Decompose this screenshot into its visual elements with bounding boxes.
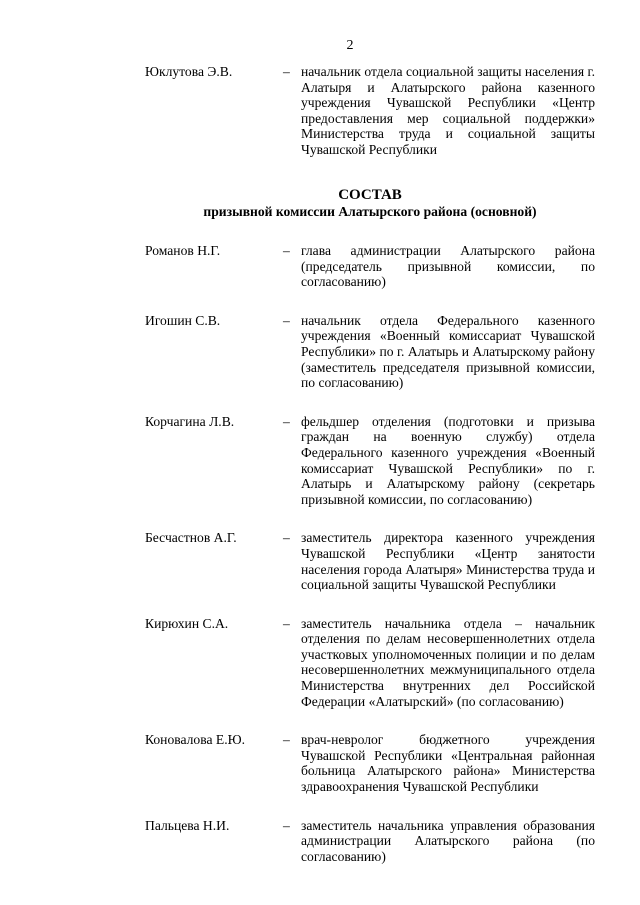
dash: –: [283, 615, 290, 631]
member-description: заместитель начальника управления образования администрации Алатырского района (по согласованию): [301, 817, 595, 864]
commission-entry: [145, 530, 595, 592]
member-description: начальник отдела Федерального казенного учреждения «Военный комиссариат Чувашской Республики» по г. Алатырь и Алатырскому району (заместитель председателя призывной комиссии, по согласованию): [301, 312, 595, 391]
members-list: [145, 243, 595, 864]
page-number: 2: [346, 38, 354, 53]
member-description: заместитель директора казенного учреждения Чувашской Республики «Центр занятости населения города Алатыря» Министерства труда и социальной защиты Чувашской Республики: [301, 530, 595, 593]
dash: –: [283, 732, 290, 748]
heading-title: СОСТАВ: [338, 187, 402, 203]
commission-entry: [145, 313, 595, 391]
heading-subtitle: призывной комиссии Алатырского района (основной): [203, 204, 537, 219]
commission-entry: [145, 616, 595, 710]
commission-entry: [145, 818, 595, 865]
member-name: Кирюхин С.А.: [145, 615, 229, 631]
dash: –: [283, 64, 290, 79]
member-name: Юклутова Э.В.: [145, 64, 233, 79]
dash: –: [283, 530, 290, 546]
member-description: фельдшер отделения (подготовки и призыва граждан на военную службу) отдела Федерального казенного учреждения «Военный комиссариат Чувашской Республики» по г. Алатырь и Алатырскому району (секретарь призывной комиссии, по согласованию): [301, 413, 595, 507]
dash: –: [283, 413, 290, 429]
member-name: Коновалова Е.Ю.: [145, 732, 245, 748]
commission-entry: [145, 414, 595, 508]
member-name: Бесчастнов А.Г.: [145, 530, 237, 546]
member-description: глава администрации Алатырского района (председатель призывной комиссии, по согласованию): [301, 243, 595, 290]
commission-entry: [145, 243, 595, 290]
top-entries: [145, 64, 595, 158]
commission-entry: [145, 732, 595, 794]
dash: –: [283, 243, 290, 258]
commission-entry: [145, 64, 595, 158]
member-name: Корчагина Л.В.: [145, 413, 235, 429]
member-name: Романов Н.Г.: [145, 243, 221, 258]
commission-heading: [145, 186, 595, 220]
dash: –: [283, 312, 290, 328]
member-description: заместитель начальника отдела – начальник отделения по делам несовершеннолетних отдела участковых уполномоченных полиции и по делам несовершеннолетних межмуниципального отдела Министерства внутренних дел Российской Федерации «Алатырский» (по согласованию): [301, 615, 595, 709]
member-name: Пальцева Н.И.: [145, 817, 230, 833]
member-description: врач-невролог бюджетного учреждения Чувашской Республики «Центральная районная больница Алатырского района» Министерства здравоохранения Чувашской Республики: [301, 732, 595, 795]
member-description: начальник отдела социальной защиты населения г. Алатыря и Алатырского района казенного учреждения Чувашской Республики «Центр предоставления мер социальной поддержки» Министерства труда и социальной защиты Чувашской Республики: [301, 64, 595, 157]
dash: –: [283, 817, 290, 833]
member-name: Игошин С.В.: [145, 312, 221, 328]
